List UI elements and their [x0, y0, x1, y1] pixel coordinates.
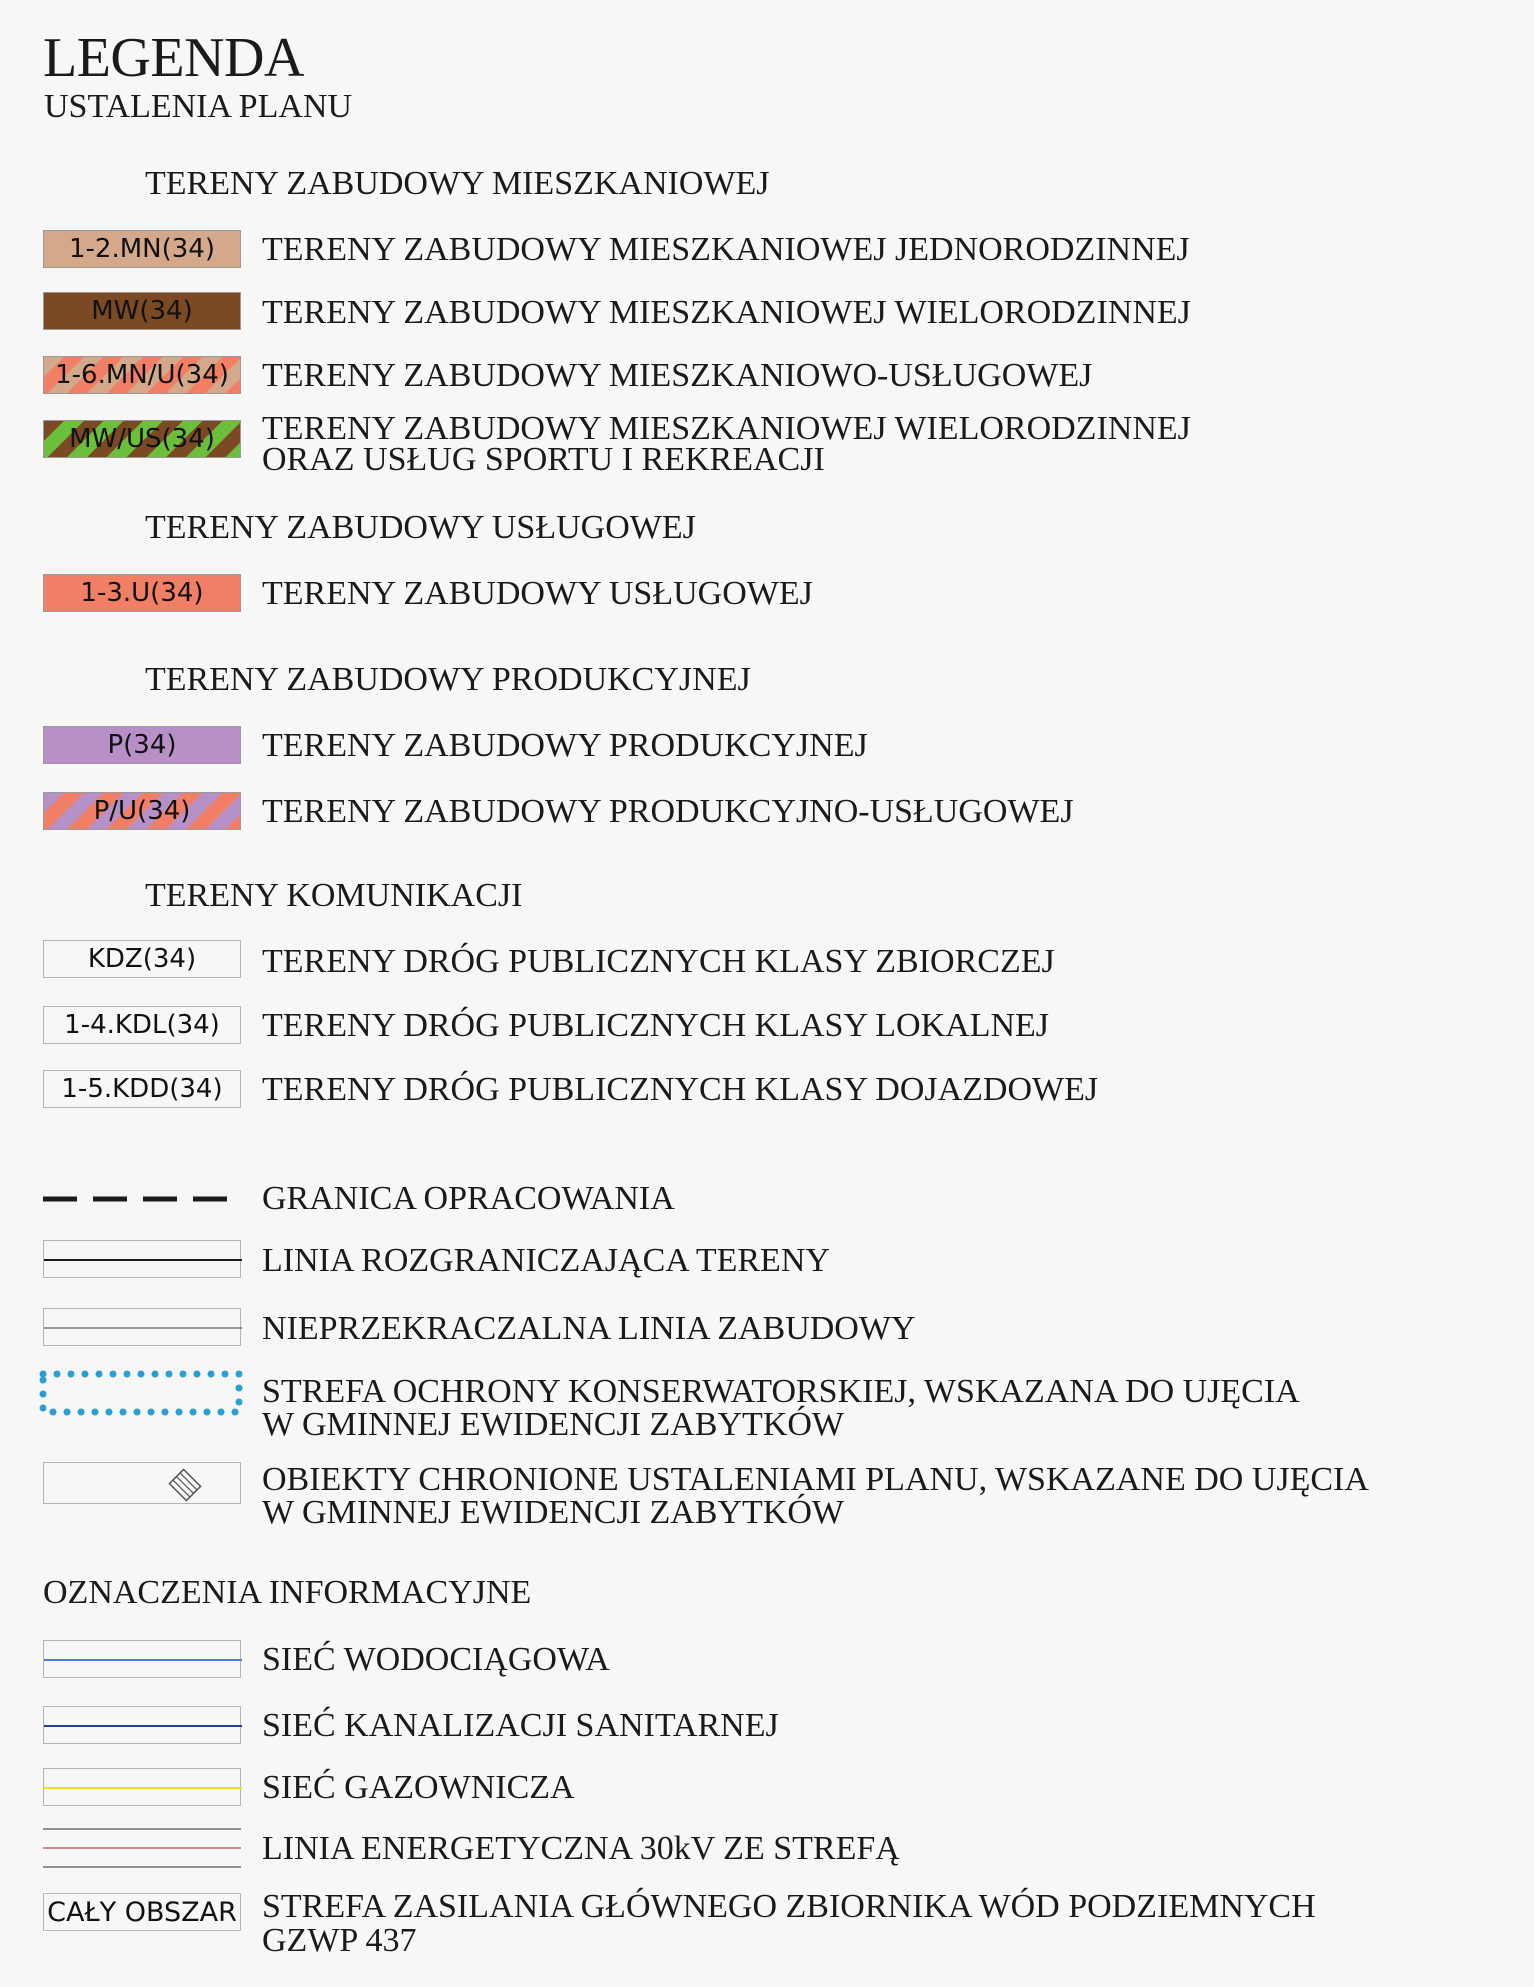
- label-demarcation: LINIA ROZGRANICZAJĄCA TERENY: [262, 1242, 830, 1279]
- symbol-kdl: [43, 1006, 241, 1044]
- label-power: LINIA ENERGETYCZNA 30kV ZE STREFĄ: [262, 1830, 900, 1867]
- symbol-code: KDZ(34): [87, 944, 197, 974]
- symbol-mn: [43, 230, 241, 268]
- section-heading-info: OZNACZENIA INFORMACYJNE: [43, 1574, 532, 1611]
- label-mw-us: TERENY ZABUDOWY MIESZKANIOWEJ WIELORODZINNEJ: [262, 410, 1191, 447]
- legend-title: LEGENDA: [43, 27, 304, 89]
- symbol-code: MW(34): [91, 296, 193, 326]
- symbol-mn-u: [43, 356, 241, 394]
- symbol-code: P(34): [107, 730, 177, 760]
- label-p-u: TERENY ZABUDOWY PRODUKCYJNO-USŁUGOWEJ: [262, 793, 1074, 830]
- symbol-code: 1-3.U(34): [80, 578, 204, 608]
- symbol-mw-us: [43, 420, 241, 458]
- symbol-mw: [43, 292, 241, 330]
- symbol-p: [43, 726, 241, 764]
- label-gas: SIEĆ GAZOWNICZA: [262, 1769, 575, 1806]
- symbol-code: P/U(34): [93, 796, 191, 826]
- solid-line-icon: [43, 1240, 241, 1278]
- legend-subtitle: USTALENIA PLANU: [44, 88, 352, 125]
- section-heading-production: TERENY ZABUDOWY PRODUKCYJNEJ: [145, 661, 751, 698]
- label-conservation: STREFA OCHRONY KONSERWATORSKIEJ, WSKAZANA DO UJĘCIA: [262, 1373, 1300, 1410]
- symbol-kdd: [43, 1070, 241, 1108]
- label-sewage: SIEĆ KANALIZACJI SANITARNEJ: [262, 1707, 779, 1744]
- label-kdd: TERENY DRÓG PUBLICZNYCH KLASY DOJAZDOWEJ: [262, 1071, 1099, 1108]
- symbol-code: MW/US(34): [69, 424, 215, 454]
- label-mn: TERENY ZABUDOWY MIESZKANIOWEJ JEDNORODZINNEJ: [262, 231, 1190, 268]
- sewage-line-icon: [43, 1706, 241, 1744]
- label-mw-us-line2: ORAZ USŁUG SPORTU I REKREACJI: [262, 441, 825, 478]
- hatched-object-icon: [43, 1462, 241, 1504]
- label-aquifer-line2: GZWP 437: [262, 1922, 417, 1959]
- dashed-line-icon: [43, 1180, 241, 1218]
- symbol-code: 1-6.MN/U(34): [55, 360, 229, 390]
- label-kdz: TERENY DRÓG PUBLICZNYCH KLASY ZBIORCZEJ: [262, 943, 1055, 980]
- symbol-code: 1-4.KDL(34): [64, 1010, 220, 1040]
- symbol-aquifer: [43, 1893, 241, 1931]
- section-heading-transport: TERENY KOMUNIKACJI: [145, 877, 523, 914]
- label-conservation-line2: W GMINNEJ EWIDENCJI ZABYTKÓW: [262, 1406, 845, 1443]
- label-kdl: TERENY DRÓG PUBLICZNYCH KLASY LOKALNEJ: [262, 1007, 1050, 1044]
- symbol-code: CAŁY OBSZAR: [47, 1896, 237, 1928]
- water-line-icon: [43, 1640, 241, 1678]
- symbol-code: 1-5.KDD(34): [61, 1074, 223, 1104]
- section-heading-services: TERENY ZABUDOWY USŁUGOWEJ: [145, 509, 696, 546]
- label-protected-objects-line2: W GMINNEJ EWIDENCJI ZABYTKÓW: [262, 1494, 845, 1531]
- label-u: TERENY ZABUDOWY USŁUGOWEJ: [262, 575, 813, 612]
- label-mw: TERENY ZABUDOWY MIESZKANIOWEJ WIELORODZINNEJ: [262, 294, 1191, 331]
- symbol-code: 1-2.MN(34): [69, 234, 215, 264]
- label-mn-u: TERENY ZABUDOWY MIESZKANIOWO-USŁUGOWEJ: [262, 357, 1093, 394]
- label-p: TERENY ZABUDOWY PRODUKCYJNEJ: [262, 727, 868, 764]
- label-water: SIEĆ WODOCIĄGOWA: [262, 1641, 610, 1678]
- section-heading-residential: TERENY ZABUDOWY MIESZKANIOWEJ: [145, 165, 770, 202]
- power-line-icon: [43, 1826, 241, 1870]
- label-building-line: NIEPRZEKRACZALNA LINIA ZABUDOWY: [262, 1310, 916, 1347]
- thin-line-icon: [43, 1308, 241, 1346]
- gas-line-icon: [43, 1768, 241, 1806]
- label-protected-objects: OBIEKTY CHRONIONE USTALENIAMI PLANU, WSKAZANE DO UJĘCIA: [262, 1461, 1369, 1498]
- symbol-u: [43, 574, 241, 612]
- symbol-kdz: [43, 940, 241, 978]
- dotted-outline-icon: [39, 1370, 245, 1418]
- symbol-p-u: [43, 792, 241, 830]
- label-boundary: GRANICA OPRACOWANIA: [262, 1180, 675, 1217]
- label-aquifer: STREFA ZASILANIA GŁÓWNEGO ZBIORNIKA WÓD PODZIEMNYCH: [262, 1888, 1316, 1925]
